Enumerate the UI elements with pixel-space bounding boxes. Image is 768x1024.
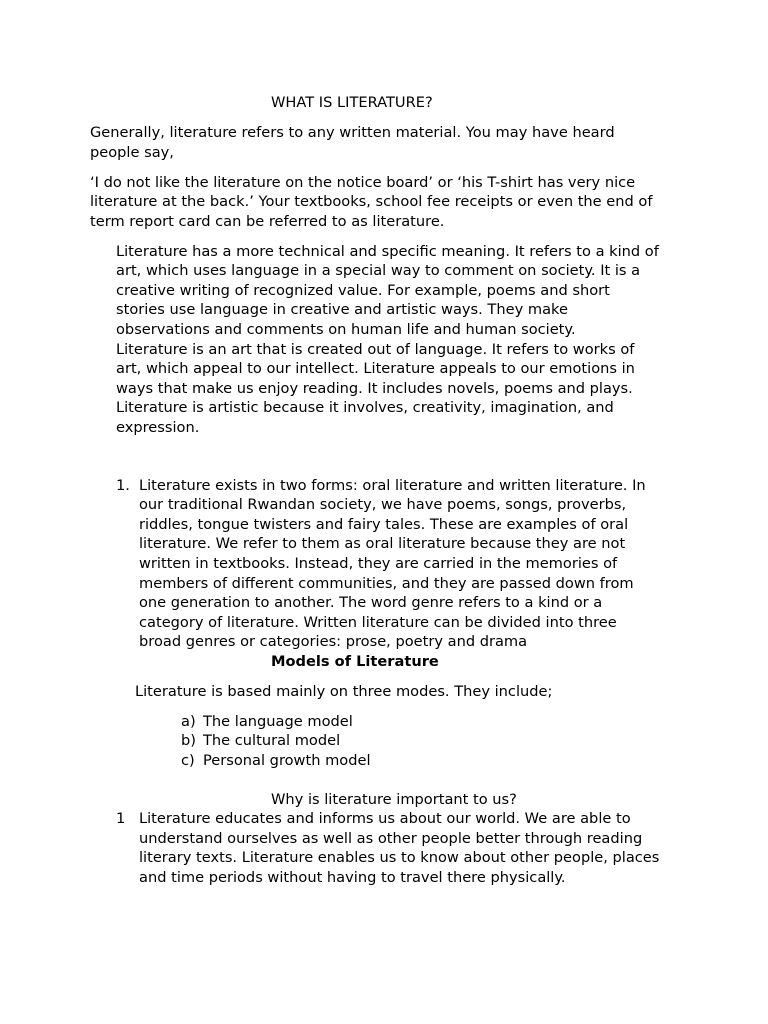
- list-line: literary texts. Literature enables us to know about other people, places: [139, 849, 660, 867]
- list-line: one generation to another. The word genre refers to a kind or a: [139, 594, 603, 612]
- quote-line: term report card can be referred to as literature.: [90, 212, 445, 230]
- models-intro: Literature is based mainly on three modes. They include;: [135, 682, 553, 700]
- list-line: written in textbooks. Instead, they are carried in the memories of: [139, 554, 618, 572]
- intro-line: people say,: [90, 143, 174, 161]
- list-line: literature. We refer to them as oral literature because they are not: [139, 535, 626, 553]
- list-marker: 1: [116, 810, 126, 827]
- list-line: riddles, tongue twisters and fairy tales. These are examples of oral: [139, 515, 629, 533]
- quote-line: ‘I do not like the literature on the notice board’ or ‘his T-shirt has very nice: [90, 173, 636, 191]
- definition-line: art, which appeal to our intellect. Literature appeals to our emotions in: [116, 360, 635, 378]
- page-title: WHAT IS LITERATURE?: [271, 94, 433, 111]
- definition-line: art, which uses language in a special way to comment on society. It is a: [116, 262, 641, 280]
- list-line: members of different communities, and they are passed down from: [139, 574, 634, 592]
- list-line: category of literature. Written literature can be divided into three: [139, 613, 617, 631]
- definition-line: Literature is artistic because it involves, creativity, imagination, and: [116, 399, 614, 417]
- definition-line: observations and comments on human life and human society.: [116, 320, 576, 338]
- quote-line: literature at the back.’ Your textbooks, school fee receipts or even the end of: [90, 193, 653, 211]
- definition-line: creative writing of recognized value. For example, poems and short: [116, 281, 610, 299]
- list-line: broad genres or categories: prose, poetry and drama: [139, 633, 528, 651]
- list-item: The language model: [203, 712, 353, 730]
- list-line: Literature exists in two forms: oral literature and written literature. In: [139, 476, 646, 494]
- list-marker: a): [181, 712, 196, 730]
- definition-line: expression.: [116, 418, 200, 436]
- list-line: understand ourselves as well as other people better through reading: [139, 829, 643, 847]
- list-line: Literature educates and informs us about our world. We are able to: [139, 810, 631, 827]
- definition-line: Literature has a more technical and specific meaning. It refers to a kind of: [116, 242, 659, 260]
- list-item: Personal growth model: [203, 751, 371, 769]
- list-line: our traditional Rwandan society, we have poems, songs, proverbs,: [139, 496, 627, 514]
- list-marker: 1.: [116, 476, 130, 494]
- section-heading-importance: Why is literature important to us?: [271, 790, 517, 808]
- list-marker: b): [181, 732, 196, 750]
- definition-line: stories use language in creative and artistic ways. They make: [116, 301, 568, 319]
- definition-line: Literature is an art that is created out of language. It refers to works of: [116, 340, 635, 358]
- section-heading-models: Models of Literature: [271, 652, 439, 670]
- list-item: The cultural model: [203, 732, 341, 750]
- definition-line: ways that make us enjoy reading. It includes novels, poems and plays.: [116, 379, 633, 397]
- intro-line: Generally, literature refers to any written material. You may have heard: [90, 124, 615, 141]
- list-line: and time periods without having to travel there physically.: [139, 868, 566, 886]
- list-marker: c): [181, 751, 195, 769]
